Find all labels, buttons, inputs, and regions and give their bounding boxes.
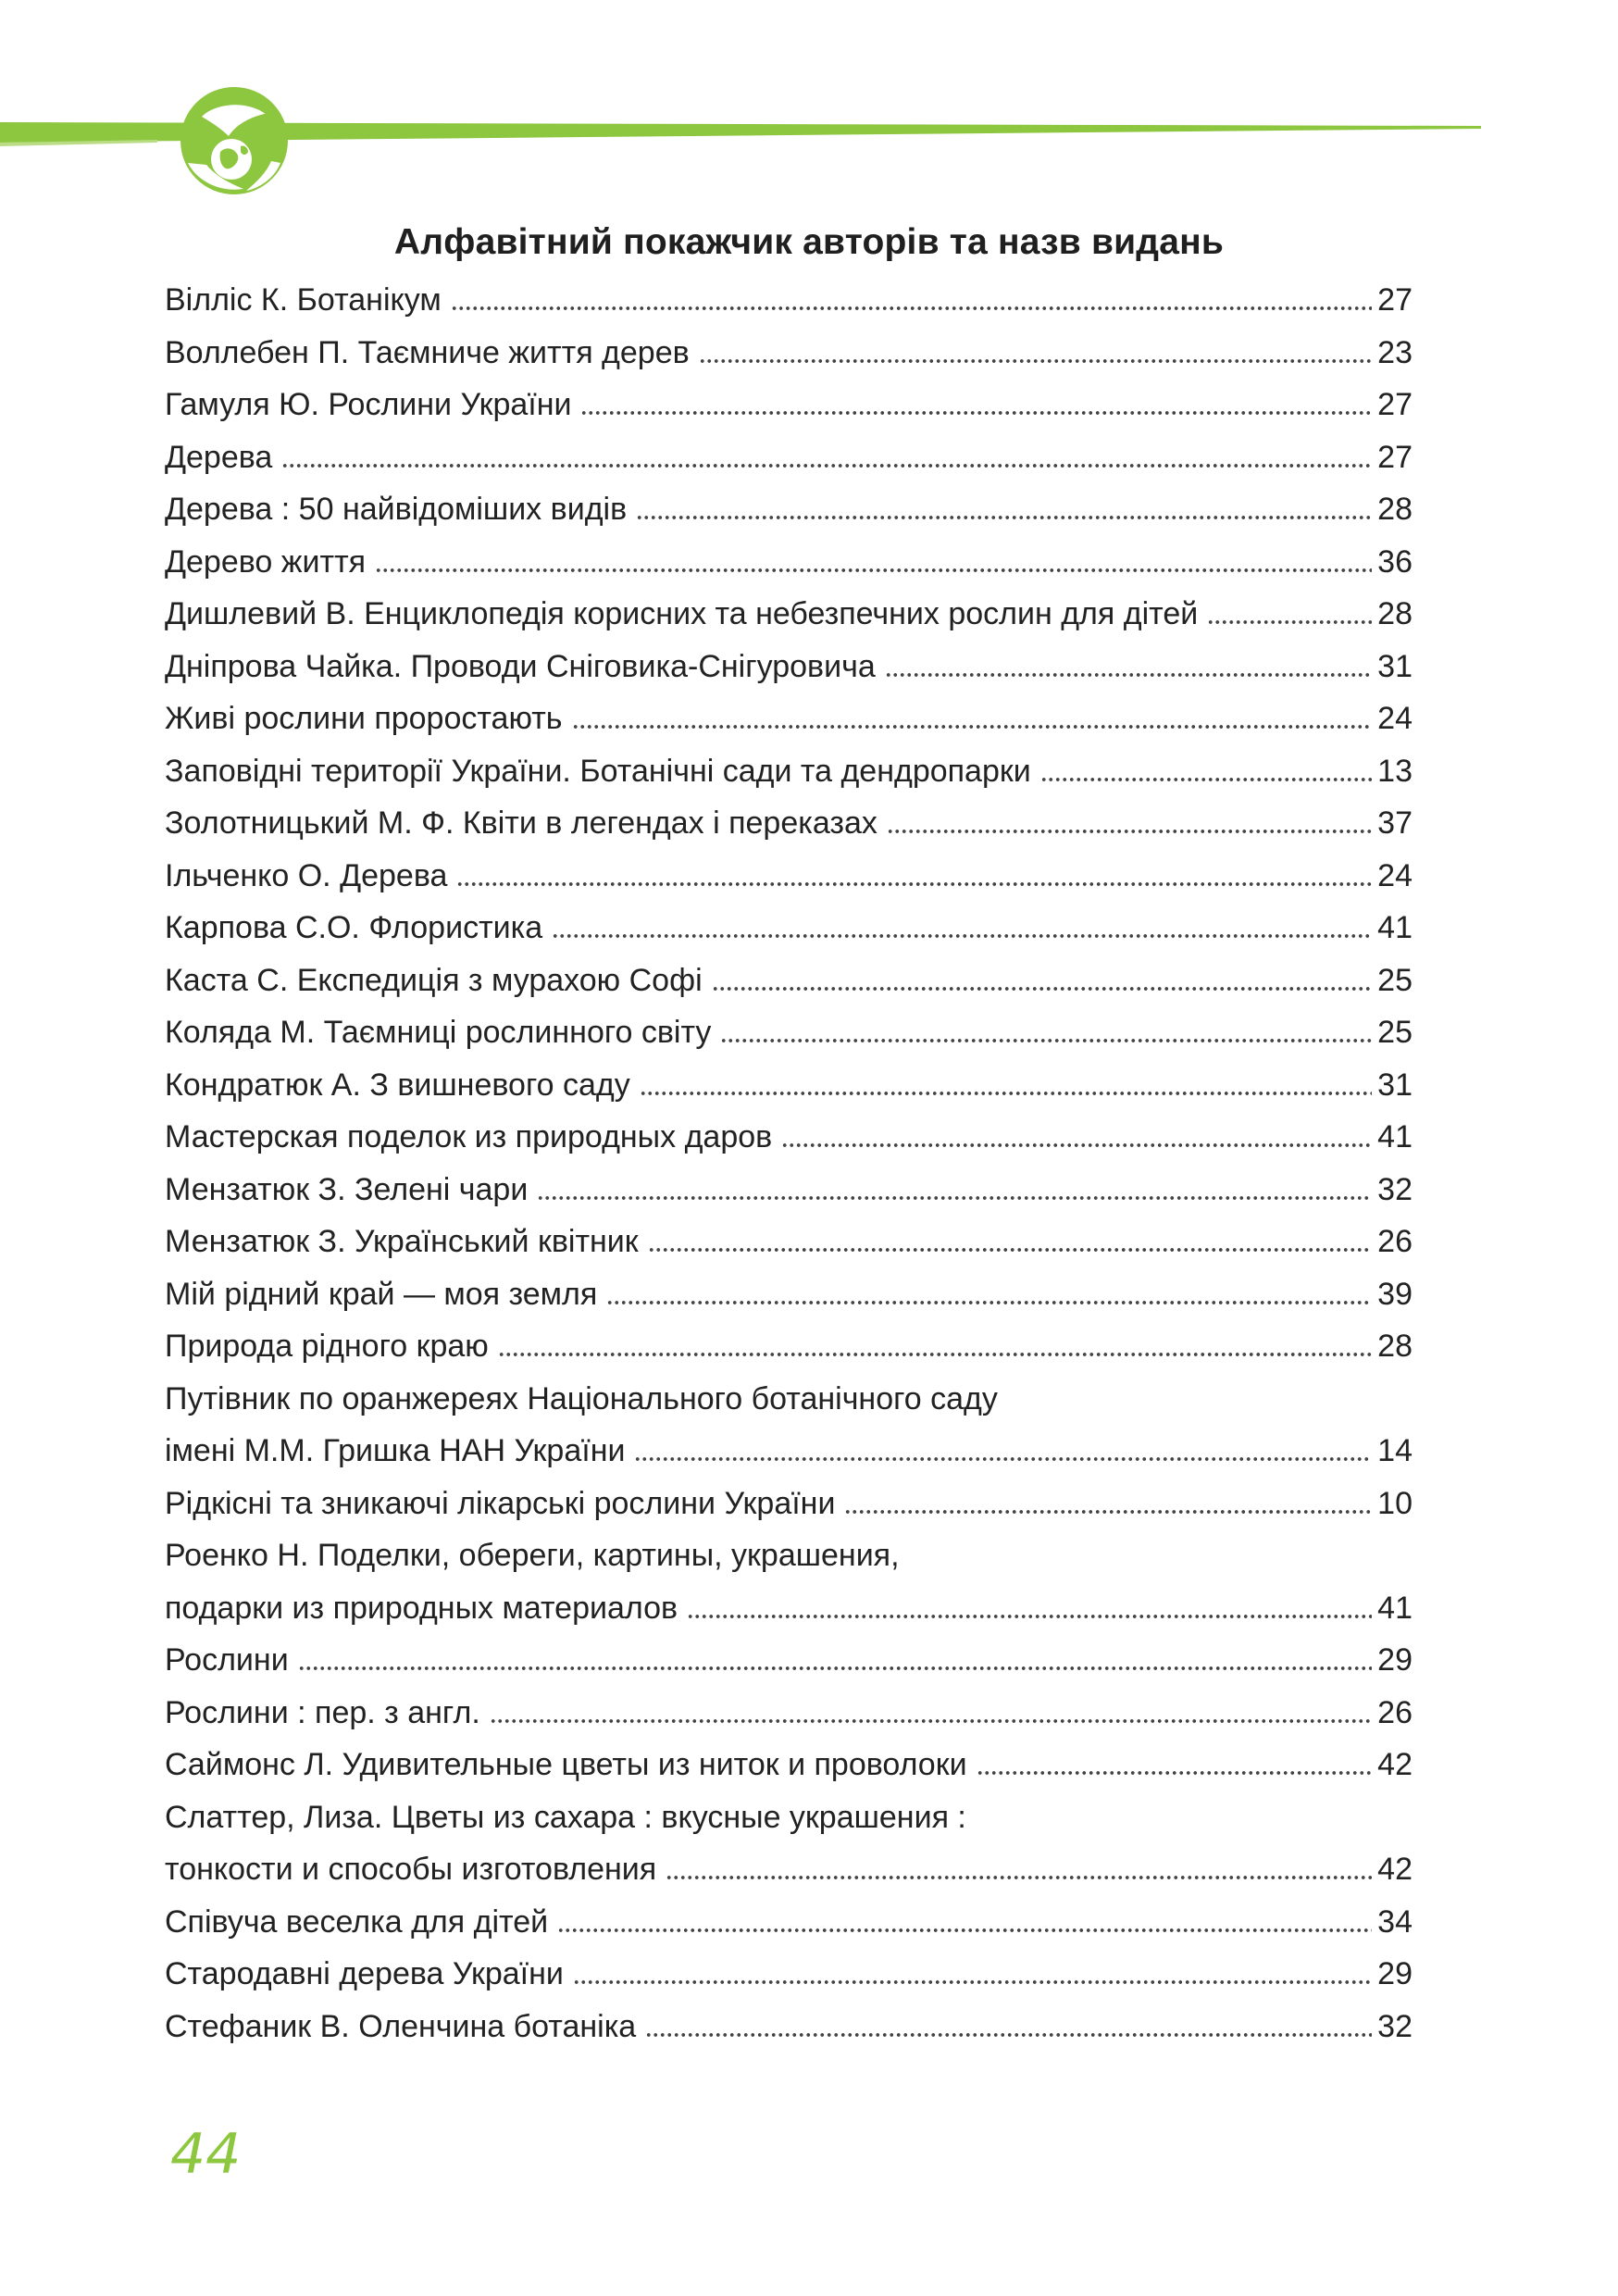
entry-page-number: 28: [1377, 1329, 1413, 1364]
entry-title: Дерево життя: [165, 543, 367, 580]
index-entry: [165, 431, 1413, 484]
entry-title: Співуча веселка для дітей: [165, 1903, 549, 1940]
entry-title: Гамуля Ю. Рослини України: [165, 387, 572, 422]
dot-leader: [498, 1353, 1372, 1356]
entry-page-number: 42: [1377, 1747, 1413, 1782]
index-entry: [165, 1320, 1413, 1373]
dot-leader: [640, 1092, 1372, 1095]
entry-page-number: 34: [1377, 1903, 1413, 1940]
entry-title: Дерева: [165, 439, 273, 475]
index-entry: [165, 1843, 1413, 1896]
entry-page-number: 37: [1377, 805, 1413, 841]
entry-title: Путівник по оранжереях Національного ботанічного саду: [165, 1380, 998, 1416]
index-entry: [165, 1948, 1413, 2001]
entry-title: Воллебен П. Таємниче життя дерев: [165, 334, 690, 370]
dot-leader: [537, 1196, 1372, 1200]
dot-leader: [887, 830, 1372, 833]
entry-page-number: 31: [1377, 648, 1413, 684]
index-entry: [165, 327, 1413, 380]
entry-page-number: 36: [1377, 543, 1413, 580]
entry-page-number: 25: [1377, 1015, 1413, 1050]
index-entry: [165, 1216, 1413, 1268]
entry-title: Вілліс К. Ботанікум: [165, 282, 442, 318]
entry-title: Каста С. Експедиція з мурахою Софі: [165, 962, 703, 998]
dot-leader: [572, 725, 1373, 729]
index-entry: [165, 902, 1413, 955]
entry-page-number: 23: [1377, 334, 1413, 370]
page-title: Алфавітний покажчик авторів та назв видань: [393, 222, 1225, 262]
dot-leader: [281, 464, 1372, 468]
index-entry: [165, 1164, 1413, 1217]
entry-title: Заповідні території України. Ботанічні сади та дендропарки: [165, 753, 1031, 789]
index-entry: [165, 1373, 1413, 1426]
dot-leader: [648, 1248, 1372, 1252]
dot-leader: [636, 516, 1372, 519]
entry-page-number: 31: [1377, 1067, 1413, 1103]
entry-title: Рослини: [165, 1642, 289, 1678]
index-entry: [165, 2001, 1413, 2053]
index-entry: [165, 1268, 1413, 1321]
entry-title: Золотницький М. Ф. Квіти в легендах і переказах: [165, 805, 877, 841]
dot-leader: [885, 673, 1372, 677]
index-entry: [165, 1896, 1413, 1949]
dot-leader: [781, 1143, 1372, 1147]
dot-leader: [699, 359, 1372, 363]
entry-page-number: 41: [1377, 910, 1413, 945]
entry-title: Кондратюк А. З вишневого саду: [165, 1067, 630, 1103]
dot-leader: [666, 1876, 1372, 1879]
entry-title: Дніпрова Чайка. Проводи Сніговика-Снігуровича: [165, 648, 876, 684]
dot-leader: [456, 882, 1372, 886]
index-entry: [165, 1059, 1413, 1112]
entry-title: Ільченко О. Дерева: [165, 857, 448, 893]
entry-title: Природа рідного краю: [165, 1329, 489, 1364]
entry-page-number: 28: [1377, 596, 1413, 631]
entry-title: Коляда М. Таємниці рослинного світу: [165, 1015, 712, 1050]
entry-title: Стародавні дерева України: [165, 1956, 564, 1991]
dot-leader: [557, 1928, 1372, 1932]
entry-page-number: 27: [1377, 439, 1413, 475]
entry-page-number: 32: [1377, 2008, 1413, 2044]
entry-page-number: 29: [1377, 1642, 1413, 1678]
entry-title: Рідкісні та зникаючі лікарські рослини України: [165, 1485, 836, 1521]
dot-leader: [844, 1510, 1372, 1514]
entry-page-number: 13: [1377, 753, 1413, 789]
dot-leader: [1207, 620, 1372, 624]
dot-leader: [720, 1039, 1372, 1042]
entry-title: Карпова С.О. Флористика: [165, 910, 543, 945]
entry-title: Дерева : 50 найвідоміших видів: [165, 492, 628, 527]
index-entry: [165, 1739, 1413, 1791]
entry-title: Живі рослини проростають: [165, 701, 563, 736]
index-entry: [165, 1425, 1413, 1478]
index-entry: [165, 379, 1413, 431]
entry-page-number: 10: [1377, 1485, 1413, 1521]
entry-page-number: 32: [1377, 1171, 1413, 1207]
index-entry: [165, 955, 1413, 1007]
index-entry: [165, 483, 1413, 536]
entry-page-number: 41: [1377, 1590, 1413, 1626]
entry-page-number: 39: [1377, 1276, 1413, 1312]
dot-leader: [977, 1771, 1372, 1775]
entry-page-number: 42: [1377, 1852, 1413, 1887]
index-entry: [165, 641, 1413, 693]
dot-leader: [645, 2033, 1372, 2037]
entry-title: Мій рідний край — моя земля: [165, 1276, 598, 1312]
entry-title: подарки из природных материалов: [165, 1590, 678, 1626]
dot-leader: [1040, 778, 1372, 781]
index-entry: [165, 1478, 1413, 1530]
dot-leader: [490, 1719, 1372, 1723]
entry-title: Мензатюк З. Український квітник: [165, 1224, 639, 1259]
index-entry: [165, 1111, 1413, 1164]
dot-leader: [298, 1666, 1372, 1670]
index-entry: [165, 797, 1413, 850]
index-entry: [165, 588, 1413, 641]
dot-leader: [451, 306, 1372, 310]
index-entry: [165, 693, 1413, 745]
entry-page-number: 26: [1377, 1694, 1413, 1730]
dot-leader: [687, 1615, 1372, 1618]
entry-title: тонкости и способы изготовления: [165, 1852, 657, 1887]
page-number: 44: [170, 2122, 242, 2187]
index-entry: [165, 1006, 1413, 1059]
entry-title: Мастерская поделок из природных даров: [165, 1119, 773, 1154]
entry-page-number: 28: [1377, 492, 1413, 527]
index-entry: [165, 1791, 1413, 1844]
entry-title: Дишлевий В. Енциклопедія корисних та небезпечних рослин для дітей: [165, 596, 1199, 631]
dot-leader: [552, 934, 1372, 938]
entry-title: Рослини : пер. з англ.: [165, 1694, 480, 1730]
entry-title: Саймонс Л. Удивительные цветы из ниток и проволоки: [165, 1747, 967, 1782]
entry-title: імені М.М. Гришка НАН України: [165, 1433, 626, 1468]
entry-page-number: 24: [1377, 701, 1413, 736]
index-entry: [165, 1582, 1413, 1635]
index-entry: [165, 536, 1413, 589]
dot-leader: [712, 987, 1372, 991]
index-entry: [165, 745, 1413, 798]
entry-title: Роенко Н. Поделки, обереги, картины, украшения,: [165, 1538, 900, 1573]
index-entry: [165, 1634, 1413, 1687]
entry-title: Мензатюк З. Зелені чари: [165, 1171, 529, 1207]
author-title-index: [165, 274, 1413, 2053]
entry-page-number: 25: [1377, 962, 1413, 998]
dot-leader: [580, 411, 1372, 415]
entry-page-number: 27: [1377, 282, 1413, 318]
dot-leader: [375, 568, 1372, 572]
entry-title: Стефаник В. Оленчина ботаніка: [165, 2008, 637, 2044]
index-entry: [165, 274, 1413, 327]
entry-page-number: 26: [1377, 1224, 1413, 1259]
entry-page-number: 29: [1377, 1956, 1413, 1991]
index-entry: [165, 1529, 1413, 1582]
dot-leader: [634, 1457, 1372, 1461]
dot-leader: [606, 1301, 1372, 1304]
entry-page-number: 41: [1377, 1119, 1413, 1154]
entry-page-number: 27: [1377, 387, 1413, 422]
leaf-globe-hands-icon: [165, 80, 304, 202]
entry-page-number: 14: [1377, 1433, 1413, 1468]
dot-leader: [573, 1980, 1372, 1984]
index-entry: [165, 850, 1413, 903]
index-entry: [165, 1687, 1413, 1740]
entry-page-number: 24: [1377, 857, 1413, 893]
entry-title: Слаттер, Лиза. Цветы из сахара : вкусные украшения :: [165, 1799, 966, 1835]
